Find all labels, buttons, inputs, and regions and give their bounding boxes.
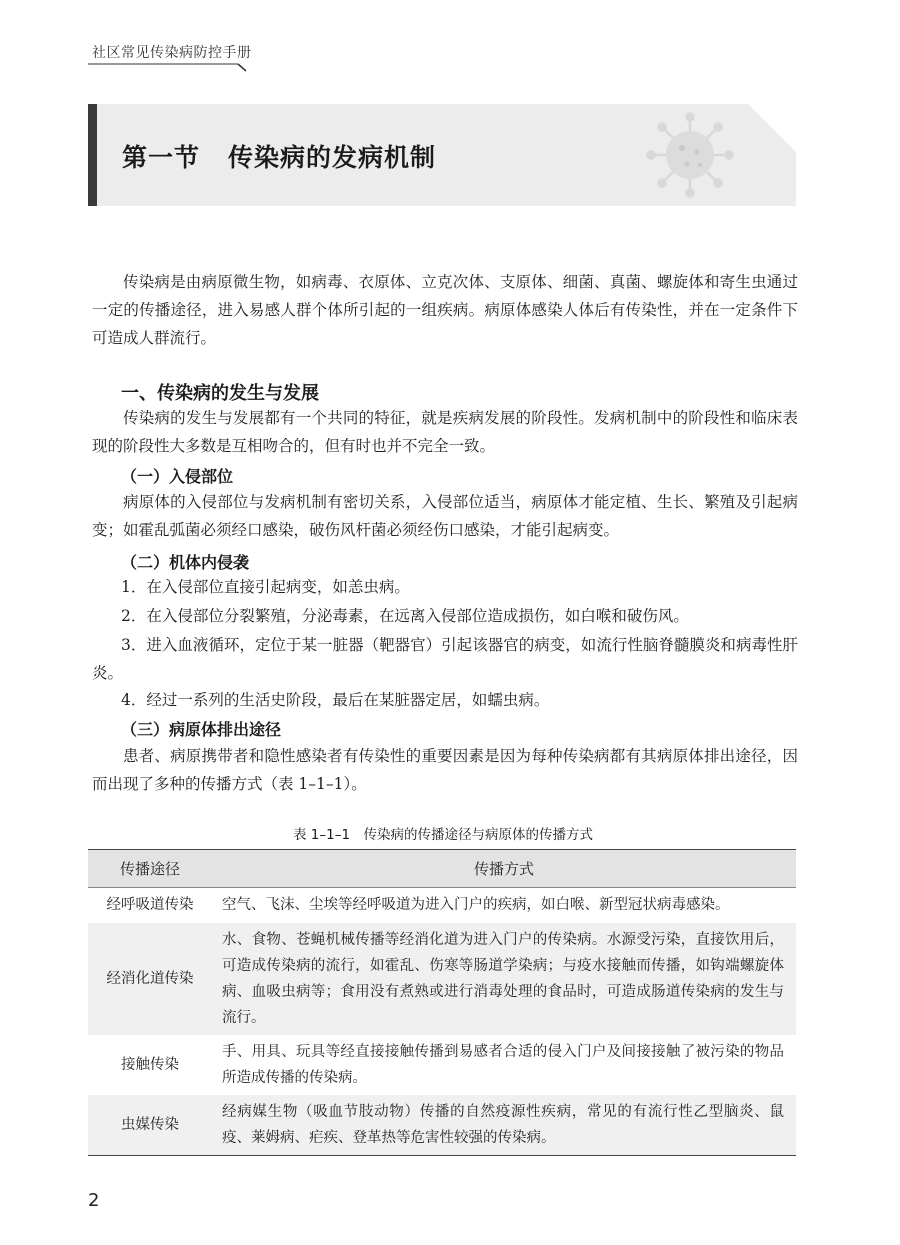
page-number: 2 <box>88 1190 100 1211</box>
excretion-route-paragraph: 患者、病原携带者和隐性感染者有传染性的重要因素是因为每种传染病都有其病原体排出途径，因而出现了多种的传播方式（表 1–1–1）。 <box>92 747 798 793</box>
table-row <box>88 923 796 1035</box>
column-header-route: 传播途径 <box>88 850 212 888</box>
heading-invasion-site: （一）入侵部位 <box>121 467 234 486</box>
table-row <box>88 1095 796 1156</box>
table-row <box>88 1035 796 1095</box>
heading-invasion-body: （二）机体内侵袭 <box>121 553 250 572</box>
route-cell: 经消化道传染 <box>88 923 212 1035</box>
table-header-row <box>88 850 796 888</box>
route-cell: 接触传染 <box>121 1056 179 1073</box>
header-rule <box>88 60 248 72</box>
virus-icon <box>640 112 740 198</box>
mode-cell: 经病媒生物（吸血节肢动物）传播的自然疫源性疾病，常见的有流行性乙型脑炎、鼠疫、莱姆病、疟疾、登革热等危害性较强的传染病。 <box>212 1095 796 1156</box>
list-item: 3．进入血液循环，定位于某一脏器（靶器官）引起该器官的病变，如流行性脑脊髓膜炎和病毒性肝炎。 <box>92 636 798 682</box>
list-item: 1．在入侵部位直接引起病变，如恙虫病。 <box>121 578 410 596</box>
section-heading: 传染病的发病机制 <box>228 143 437 172</box>
list-item: 4．经过一系列的生活史阶段，最后在某脏器定居，如蠕虫病。 <box>121 691 550 709</box>
occurrence-paragraph: 传染病的发生与发展都有一个共同的特征，就是疾病发展的阶段性。发病机制中的阶段性和临床表现的阶段性大多数是互相吻合的，但有时也并不完全一致。 <box>92 409 798 455</box>
route-cell: 经呼吸道传染 <box>106 897 194 914</box>
section-label: 第一节 <box>122 143 201 172</box>
mode-cell: 空气、飞沫、尘埃等经呼吸道为进入门户的疾病，如白喉、新型冠状病毒感染。 <box>222 897 730 914</box>
list-item: 2．在入侵部位分裂繁殖，分泌毒素，在远离入侵部位造成损伤，如白喉和破伤风。 <box>121 607 689 625</box>
intro-paragraph: 传染病是由病原微生物，如病毒、衣原体、立克次体、支原体、细菌、真菌、螺旋体和寄生虫通过一定的传播途径，进入易感人群个体所引起的一组疾病。病原体感染人体后有传染性，并在一定条件下可造成人群流行。 <box>92 273 798 347</box>
column-header-mode: 传播方式 <box>212 850 796 888</box>
banner-accent-bar <box>88 104 97 206</box>
heading-excretion-route: （三）病原体排出途径 <box>121 720 282 739</box>
mode-cell: 水、食物、苍蝇机械传播等经消化道为进入门户的传染病。水源受污染，直接饮用后，可造成传染病的流行，如霍乱、伤寒等肠道学染病；与疫水接触而传播，如钩端螺旋体病、血吸虫病等；食用没有煮熟或进行消毒处理的食品时，可造成肠道传染病的发生与流行。 <box>212 923 796 1035</box>
section-title <box>122 138 436 174</box>
running-header: 社区常见传染病防控手册 <box>92 45 252 61</box>
transmission-table <box>88 849 796 1156</box>
mode-cell: 手、用具、玩具等经直接接触传播到易感者合适的侵入门户及间接接触了被污染的物品所造成传播的传染病。 <box>222 1043 784 1086</box>
invasion-site-paragraph: 病原体的入侵部位与发病机制有密切关系，入侵部位适当，病原体才能定植、生长、繁殖及引起病变；如霍乱弧菌必须经口感染，破伤风杆菌必须经伤口感染，才能引起病变。 <box>92 493 798 539</box>
table-row <box>88 888 796 923</box>
heading-occurrence: 一、传染病的发生与发展 <box>121 383 319 404</box>
table-caption: 表 1–1–1 传染病的传播途径与病原体的传播方式 <box>292 827 594 843</box>
route-cell: 虫媒传染 <box>88 1095 212 1156</box>
